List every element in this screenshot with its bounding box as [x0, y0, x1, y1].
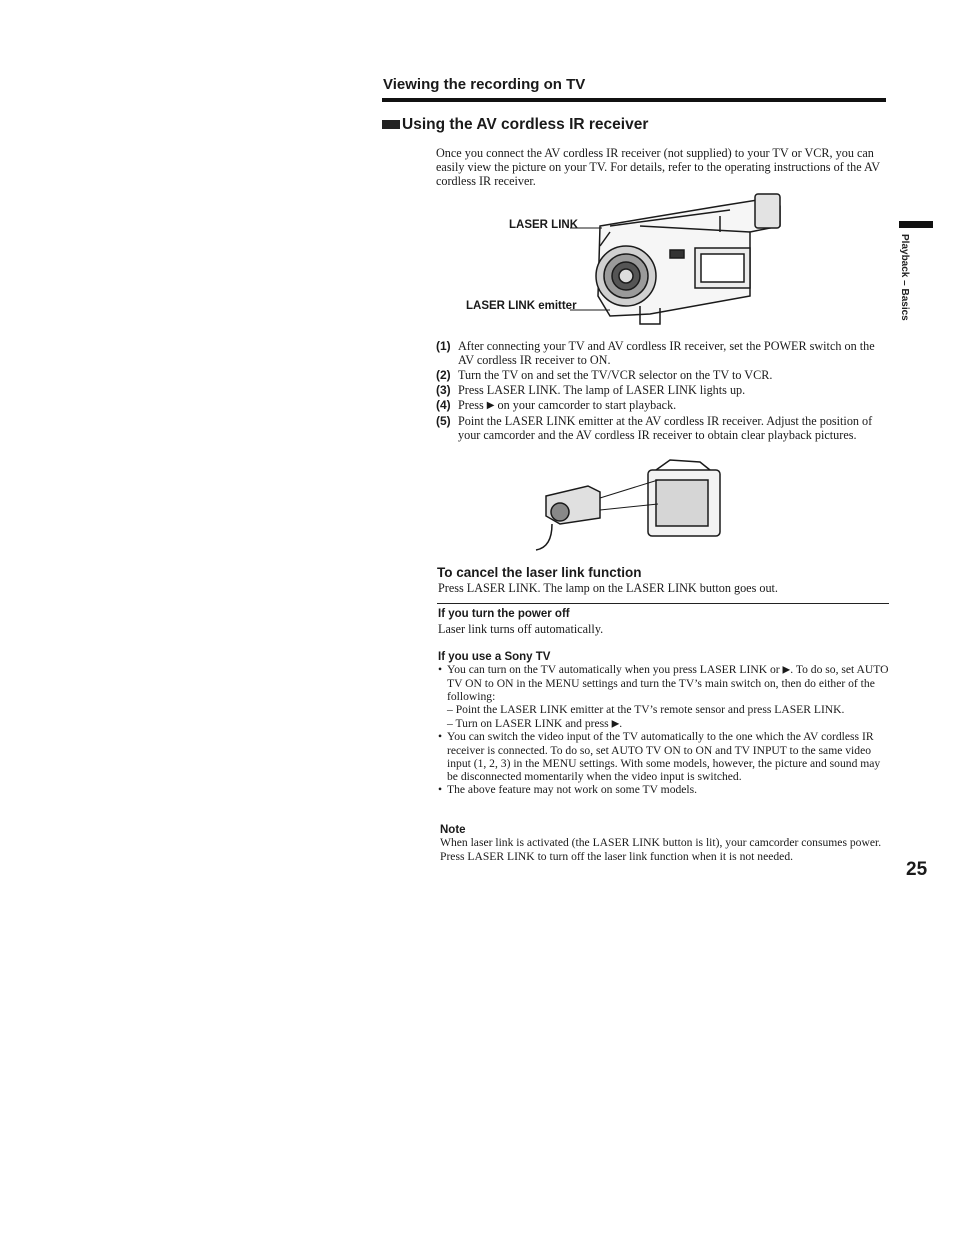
section-title-text: Using the AV cordless IR receiver [402, 116, 649, 133]
step-text: Point the LASER LINK emitter at the AV cordless IR receiver. Adjust the position of your camcorder and the AV cordless IR receiver to obtain clear playback pictures. [458, 414, 873, 443]
cancel-heading: To cancel the laser link function [437, 565, 642, 580]
list-item: • The above feature may not work on some TV models. [438, 783, 890, 796]
camcorder-illustration [570, 186, 785, 328]
step-number: (2) [436, 368, 451, 382]
sony-tv-list [438, 663, 890, 797]
list-item: • You can switch the video input of the TV automatically to the one which the AV cordless IR receiver is connected. To do so, set AUTO TV ON to ON and TV INPUT to the same video input (1, 2, 3) in the MENU settings. With some models, however, the picture and sound may be disconnected momentarily when the video input is switched. [438, 730, 890, 783]
list-subitem: – Point the LASER LINK emitter at the TV’s remote sensor and press LASER LINK. [447, 703, 845, 717]
section-title [382, 116, 648, 134]
list-subitem [438, 717, 890, 731]
page-header: Viewing the recording on TV [383, 76, 586, 93]
title-mark [382, 120, 400, 129]
step-4 [436, 398, 888, 413]
step-text: Turn the TV on and set the TV/VCR selector on the TV to VCR. [458, 368, 773, 382]
step-1 [436, 339, 888, 367]
list-subitem-text: – Turn on LASER LINK and press [447, 716, 609, 730]
play-triangle-icon: ▶ [486, 400, 495, 412]
power-off-heading: If you turn the power off [438, 608, 570, 620]
side-tab-marker [899, 221, 933, 228]
step-2 [436, 368, 888, 382]
list-subitem-text: . [619, 716, 623, 730]
sony-tv-heading: If you use a Sony TV [438, 651, 551, 663]
play-triangle-icon: ▶ [611, 718, 620, 730]
note-text: When laser link is activated (the LASER LINK button is lit), your camcorder consumes power. Press LASER LINK to turn off the laser link function when it is not needed. [440, 836, 882, 863]
step-number: (3) [436, 383, 451, 397]
step-number: (5) [436, 414, 451, 429]
laser-link-label: LASER LINK [509, 219, 578, 231]
step-3 [436, 383, 888, 397]
list-item-text: You can turn on the TV automatically when you press LASER LINK or [447, 663, 780, 676]
list-item [438, 663, 890, 703]
step-text: After connecting your TV and AV cordless IR receiver, set the POWER switch on the AV cordless IR receiver to ON. [458, 339, 875, 367]
step-number: (1) [436, 339, 451, 353]
step-text: Press [458, 398, 484, 412]
cancel-text: Press LASER LINK. The lamp on the LASER LINK button goes out. [438, 581, 778, 595]
step-text: Press LASER LINK. The lamp of LASER LINK lights up. [458, 383, 746, 397]
power-off-text: Laser link turns off automatically. [438, 622, 604, 636]
step-number: (4) [436, 398, 451, 412]
laser-link-emitter-label: LASER LINK emitter [466, 300, 577, 312]
camcorder-to-tv-illustration [520, 458, 725, 558]
header-rule [382, 98, 886, 102]
play-triangle-icon: ▶ [782, 664, 791, 676]
section-divider [437, 603, 889, 604]
page-number: 25 [906, 859, 928, 880]
side-tab-text: Playback – Basics [899, 234, 910, 321]
side-tab-label [896, 234, 916, 344]
step-text: on your camcorder to start playback. [497, 398, 677, 412]
note-heading: Note [440, 824, 466, 836]
steps-list [436, 339, 888, 443]
step-5 [436, 414, 888, 442]
list-item-text: . To do so, set AUTO TV ON to ON in the MENU settings and turn the TV’s main switch on, then do either of the following: [447, 663, 889, 704]
intro-paragraph: Once you connect the AV cordless IR receiver (not supplied) to your TV or VCR, you can easily view the picture on your TV. For details, refer to the operating instructions of the AV cordless IR receiver. [436, 146, 880, 188]
